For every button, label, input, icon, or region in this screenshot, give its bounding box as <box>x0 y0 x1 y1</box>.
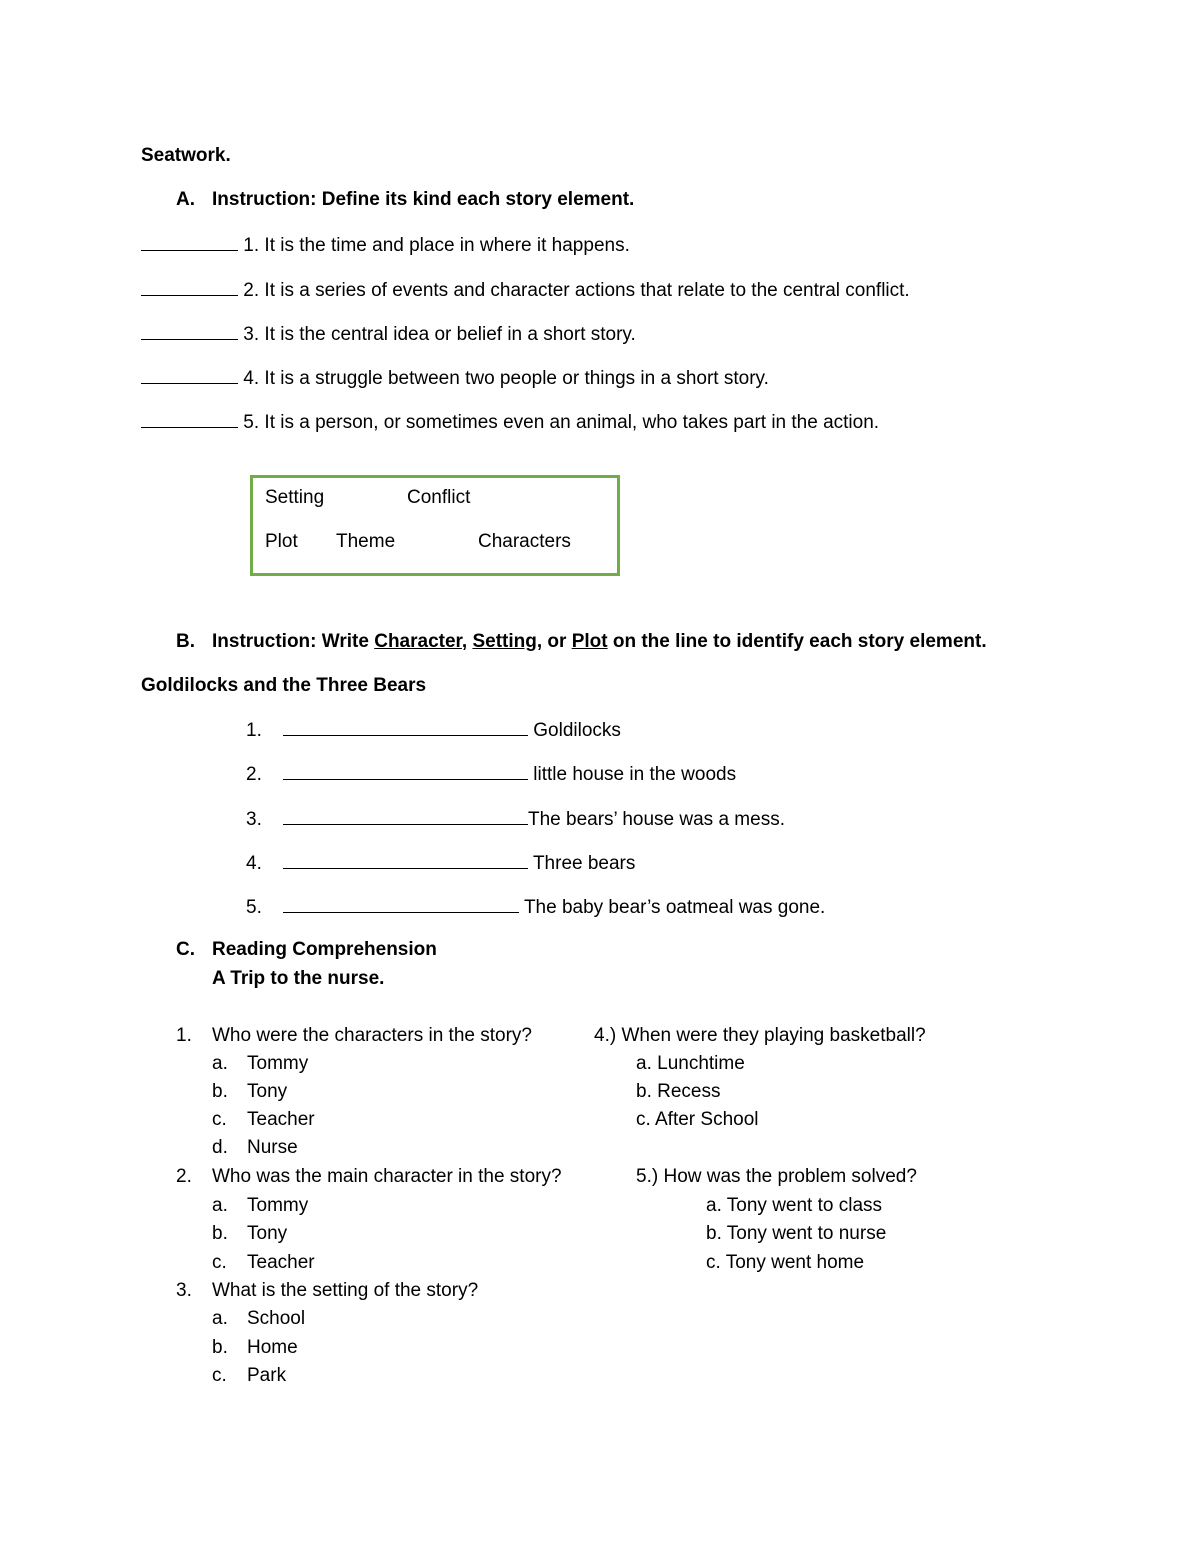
section-b-item <box>246 761 736 787</box>
option-letter: b. <box>212 1223 228 1244</box>
item-text: The baby bear’s oatmeal was gone. <box>523 897 826 918</box>
question-text: Who was the main character in the story? <box>212 1166 562 1187</box>
option-text[interactable]: c. After School <box>636 1109 759 1130</box>
word-bank-word: Characters <box>478 531 571 552</box>
option-text[interactable]: Tony <box>247 1081 288 1102</box>
section-a-item <box>141 365 769 391</box>
option-letter: a. <box>212 1053 228 1074</box>
item-number: 1. <box>246 720 262 741</box>
section-c-heading: Reading Comprehension <box>212 939 437 960</box>
page-title: Seatwork. <box>141 145 231 166</box>
section-b-item <box>246 806 785 832</box>
option-letter: c. <box>212 1109 227 1130</box>
section-c-subheading: A Trip to the nurse. <box>212 968 385 989</box>
answer-blank[interactable] <box>141 365 238 384</box>
answer-blank[interactable] <box>283 761 528 780</box>
option-letter: c. <box>212 1252 227 1273</box>
question-text: Who were the characters in the story? <box>212 1025 532 1046</box>
item-text: It is the central idea or belief in a short story. <box>264 324 636 345</box>
word-bank-word: Conflict <box>407 487 471 508</box>
option-letter: a. <box>212 1308 228 1329</box>
option-text[interactable]: Tony <box>247 1223 288 1244</box>
section-a-letter: A. <box>176 189 195 210</box>
option-text[interactable]: Nurse <box>247 1137 298 1158</box>
option-letter: d. <box>212 1137 228 1158</box>
item-text: little house in the woods <box>533 764 737 785</box>
option-letter: b. <box>212 1337 228 1358</box>
item-number: 4. <box>243 368 260 389</box>
answer-blank[interactable] <box>283 850 528 869</box>
section-c-letter: C. <box>176 939 195 960</box>
item-text: It is a person, or sometimes even an animal, who takes part in the action. <box>264 412 880 433</box>
answer-blank[interactable] <box>141 409 238 428</box>
question-text: What is the setting of the story? <box>212 1280 479 1301</box>
item-number: 2. <box>243 280 260 301</box>
item-text: Goldilocks <box>533 720 621 741</box>
answer-blank[interactable] <box>141 321 238 340</box>
item-number: 1. <box>243 235 260 256</box>
section-b-letter: B. <box>176 631 195 652</box>
section-a-item <box>141 321 636 347</box>
item-number: 2. <box>246 764 262 785</box>
question-5: 5.) How was the problem solved? <box>636 1166 917 1187</box>
answer-blank[interactable] <box>141 277 238 296</box>
item-number: 3. <box>243 324 260 345</box>
option-text[interactable]: a. Lunchtime <box>636 1053 745 1074</box>
option-text[interactable]: Home <box>247 1337 298 1358</box>
option-letter: a. <box>212 1195 228 1216</box>
option-text[interactable]: b. Recess <box>636 1081 721 1102</box>
option-text[interactable]: Park <box>247 1365 287 1386</box>
option-letter: b. <box>212 1081 228 1102</box>
option-text[interactable]: Tommy <box>247 1195 309 1216</box>
question-number: 1. <box>176 1025 192 1046</box>
item-text: It is a struggle between two people or things in a short story. <box>264 368 769 389</box>
option-text[interactable]: School <box>247 1308 306 1329</box>
option-text[interactable]: Teacher <box>247 1109 315 1130</box>
question-number: 2. <box>176 1166 192 1187</box>
word-bank-word: Setting <box>265 487 325 508</box>
section-b-instruction: Instruction: Write Character, Setting, or Plot on the line to identify each story element. <box>212 631 987 652</box>
option-letter: c. <box>212 1365 227 1386</box>
section-a-instruction: Instruction: Define its kind each story element. <box>212 189 635 210</box>
question-number: 3. <box>176 1280 192 1301</box>
option-text[interactable]: Teacher <box>247 1252 315 1273</box>
option-text[interactable]: Tommy <box>247 1053 309 1074</box>
option-text[interactable]: c. Tony went home <box>706 1252 865 1273</box>
word-bank-word: Plot <box>265 531 298 552</box>
section-a-item <box>141 277 910 303</box>
answer-blank[interactable] <box>283 894 519 913</box>
item-text: It is a series of events and character actions that relate to the central conflict. <box>264 280 910 301</box>
answer-blank[interactable] <box>141 232 238 251</box>
section-a-item <box>141 409 879 435</box>
item-text: Three bears <box>532 853 636 874</box>
item-number: 4. <box>246 853 262 874</box>
section-b-item <box>246 717 621 743</box>
word-bank-word: Theme <box>336 531 396 552</box>
question-4: 4.) When were they playing basketball? <box>594 1025 926 1046</box>
story-title: Goldilocks and the Three Bears <box>141 675 427 696</box>
section-a-item <box>141 232 630 258</box>
item-number: 3. <box>246 809 262 830</box>
item-number: 5. <box>246 897 262 918</box>
section-b-item <box>246 894 825 920</box>
answer-blank[interactable] <box>283 806 528 825</box>
option-text[interactable]: a. Tony went to class <box>706 1195 883 1216</box>
item-text: The bears’ house was a mess. <box>528 809 785 830</box>
item-text: It is the time and place in where it happens. <box>264 235 630 256</box>
answer-blank[interactable] <box>283 717 528 736</box>
section-b-item <box>246 850 635 876</box>
option-text[interactable]: b. Tony went to nurse <box>706 1223 887 1244</box>
item-number: 5. <box>243 412 260 433</box>
